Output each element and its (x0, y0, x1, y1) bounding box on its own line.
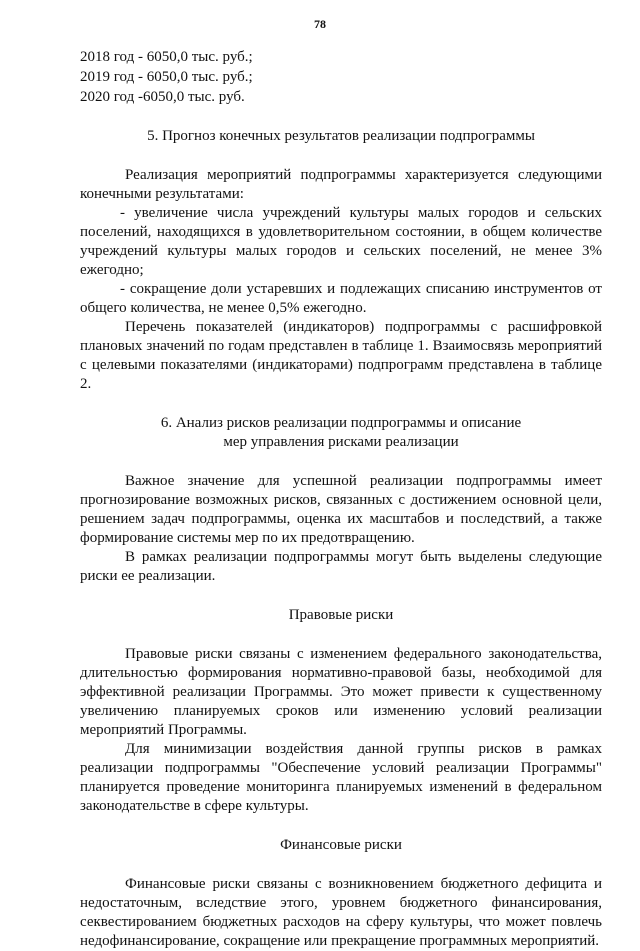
financial-risks-para1: Финансовые риски связаны с возникновением бюджетного дефицита и недостаточным, вследствие этого, уровнем бюджетного финансирования, секвестированием бюджетных расходов на сферу культуры, что может повлечь недофинансирование, сокращение или прекращение программных мероприятий. (80, 876, 602, 949)
page-content (80, 47, 602, 951)
section5-heading: 5. Прогноз конечных результатов реализации подпрограммы (147, 128, 535, 144)
section6-heading-line2: мер управления рисками реализации (223, 434, 459, 450)
legal-risks-heading: Правовые риски (288, 607, 394, 623)
section6-heading (80, 414, 602, 452)
section6-heading-line1: 6. Анализ рисков реализации подпрограммы и описание (160, 415, 522, 431)
budget-line-2019: 2019 год - 6050,0 тыс. руб.; (80, 69, 253, 85)
section6-para2: В рамках реализации подпрограммы могут быть выделены следующие риски ее реализации. (80, 549, 602, 584)
budget-lines (80, 47, 602, 107)
financial-risks-heading: Финансовые риски (280, 837, 402, 853)
legal-risks-para2: Для минимизации воздействия данной группы рисков в рамках реализации подпрограммы "Обеспечение условий реализации Программы" планируется проведение мониторинга планируемых изменений в федеральном законодательстве в сфере культуры. (80, 741, 602, 814)
section6-para1: Важное значение для успешной реализации подпрограммы имеет прогнозирование возможных рисков, связанных с достижением основной цели, решением задач подпрограммы, оценка их масштабов и последствий, а также формирование системы мер по их предотвращению. (80, 473, 602, 546)
section5-result-item: - увеличение числа учреждений культуры малых городов и сельских поселений, находящихся в удовлетворительном состоянии, в общем количестве учреждений культуры малых городов и сельских поселений, не менее 3% ежегодно; (80, 205, 602, 278)
page-number: 78 (314, 17, 326, 31)
budget-line-2018: 2018 год - 6050,0 тыс. руб.; (80, 49, 253, 65)
section5-result-item: - сокращение доли устаревших и подлежащих списанию инструментов от общего количества, не менее 0,5% ежегодно. (80, 281, 602, 316)
section5-closing: Перечень показателей (индикаторов) подпрограммы с расшифровкой плановых значений по годам представлен в таблице 1. Взаимосвязь мероприятий с целевыми показателями (индикаторами) подпрограмм представлена в таблице 2. (80, 319, 602, 392)
section5-intro: Реализация мероприятий подпрограммы характеризуется следующими конечными результатами: (80, 167, 602, 202)
budget-line-2020: 2020 год -6050,0 тыс. руб. (80, 89, 245, 105)
section5-results-list (80, 204, 602, 318)
legal-risks-para1: Правовые риски связаны с изменением федерального законодательства, длительностью формирования нормативно-правовой базы, необходимой для эффективной реализации Программы. Это может привести к существенному увеличению планируемых сроков или изменению условий реализации мероприятий Программы. (80, 646, 602, 738)
